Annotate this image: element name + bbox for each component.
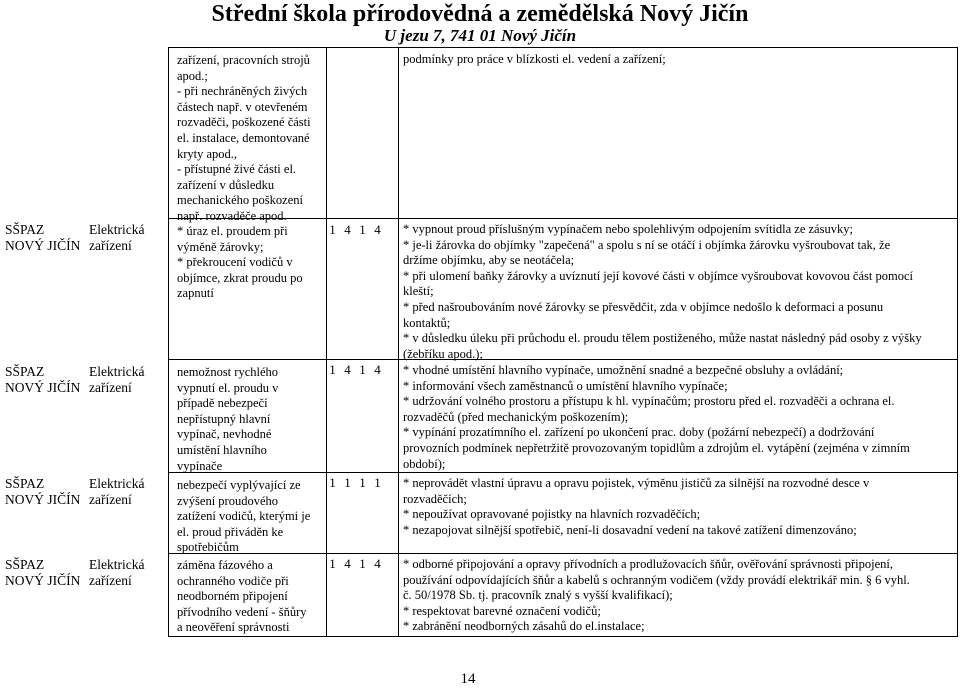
hazard-cell: * úraz el. proudem při výměně žárovky; * překroucení vodičů v objímce, zkrat proudu po zapnutí: [177, 224, 303, 301]
rating-value: 1: [374, 475, 381, 490]
table-border-measures: [398, 47, 399, 636]
rating-value: 4: [344, 222, 351, 237]
rating-value: 1: [329, 362, 336, 377]
rating-value: 1: [359, 475, 366, 490]
measures-cell: * neprovádět vlastní úpravu a opravu pojistek, výměnu jističů za silnější na rozvodné desce v rozvaděčích; * nepoužívat opravované pojistky na hlavních rozvaděčích; * nezapojovat silnější spotřebič, není-li dosavadní vedení na takové zatížení dimenzováno;: [403, 476, 870, 537]
equipment-cell: Elektrická zařízení: [89, 222, 145, 253]
rating-value: 1: [329, 475, 336, 490]
risk-rating: [325, 556, 385, 572]
hazard-cell: záměna fázového a ochranného vodiče při neodborném připojení přívodního vedení - šňůry a neověření správnosti: [177, 558, 307, 635]
table-border-hazard: [326, 47, 327, 636]
risk-rating: [325, 362, 385, 378]
measures-cell: * vypnout proud příslušným vypínačem nebo spolehlivým odpojením svítidla ze zásuvky; * je-li žárovka do objímky "zapečená" a spolu s ní se otáčí i objímka žárovku vyšroubovat tak, že držíme objímku, aby se neotáčela; * při ulomení baňky žárovky a uvíznutí její kovové části v objímce vyšroubovat kovovou část pomocí kleští; * před našroubováním nové žárovky se přesvědčit, zda v objímce nedošlo k deformaci a posunu kontaktů; * v důsledku úleku při průchodu el. proudu tělem postiženého, může nastat následný pád osoby z výšky (žebříku apod.);: [403, 222, 922, 361]
rating-value: 4: [374, 362, 381, 377]
rating-value: 1: [359, 222, 366, 237]
hazard-cell: nemožnost rychlého vypnutí el. proudu v případě nebezpečí nepřístupný hlavní vypínač, nevhodné umístění hlavního vypínače: [177, 365, 279, 473]
hazard-cell: nebezpečí vyplývající ze zvýšení proudového zatížení vodičů, kterými je el. proud přiváděn ke spotřebičům: [177, 478, 311, 555]
measures-cell: * vhodné umístění hlavního vypínače, umožnění snadné a bezpečné obsluhy a ovládání; * informování všech zaměstnanců o umístění hlavního vypínače; * udržování volného prostoru a přístupu k hl. vypínačům; prostoru před el. rozvaděči a ochrana el. rozvaděčů (před mechanickým poškozením); * vypínání prozatímního el. zařízení po ukončení prac. doby (požární nebezpečí) a dodržování provozních podmínek nepřetržitě provozovaným topidlům a zdrojům el. vytápění (zejména v zimním období);: [403, 363, 910, 471]
unit-cell: SŠPAZ NOVÝ JIČÍN: [5, 222, 81, 253]
school-address: U jezu 7, 741 01 Nový Jičín: [383, 26, 577, 45]
table-border-left: [168, 47, 169, 636]
table-border-bottom: [168, 636, 958, 637]
equipment-cell: Elektrická zařízení: [89, 364, 145, 395]
risk-rating: [325, 475, 385, 491]
rating-value: 1: [344, 475, 351, 490]
continuation-hazard: zařízení, pracovních strojů apod.; - při nechráněných živých částech např. v otevřeném rozvaděči, poškozené části el. instalace, demontované kryty apod., - přístupné živé části el. zařízení v důsledku mechanického poškození např. rozvaděče apod.: [177, 53, 311, 223]
rating-value: 4: [344, 362, 351, 377]
unit-cell: SŠPAZ NOVÝ JIČÍN: [5, 557, 81, 588]
rating-value: 4: [344, 556, 351, 571]
risk-rating: [325, 222, 385, 238]
table-border-top: [168, 47, 958, 48]
rating-value: 1: [329, 222, 336, 237]
unit-cell: SŠPAZ NOVÝ JIČÍN: [5, 476, 81, 507]
rating-value: 4: [374, 222, 381, 237]
measures-cell: * odborné připojování a opravy přívodních a prodlužovacích šňůr, ověřování správnosti připojení, používání odpovídajících šňůr a kabelů s ochranným vodičem (vždy provádí elektrikář min. § 6 vyhl. č. 50/1978 Sb. tj. pracovník znalý s vyšší kvalifikací); * respektovat barevné označení vodičů; * zabránění neodborných zásahů do el.instalace;: [403, 557, 910, 634]
unit-cell: SŠPAZ NOVÝ JIČÍN: [5, 364, 81, 395]
page-number: 14: [460, 671, 476, 687]
rating-value: 4: [374, 556, 381, 571]
rating-value: 1: [359, 362, 366, 377]
page-title: Střední škola přírodovědná a zemědělská Nový Jičín: [211, 1, 749, 27]
continuation-measures: podmínky pro práce v blízkosti el. vedení a zařízení;: [403, 52, 666, 66]
equipment-cell: Elektrická zařízení: [89, 557, 145, 588]
equipment-cell: Elektrická zařízení: [89, 476, 145, 507]
rating-value: 1: [359, 556, 366, 571]
rating-value: 1: [329, 556, 336, 571]
